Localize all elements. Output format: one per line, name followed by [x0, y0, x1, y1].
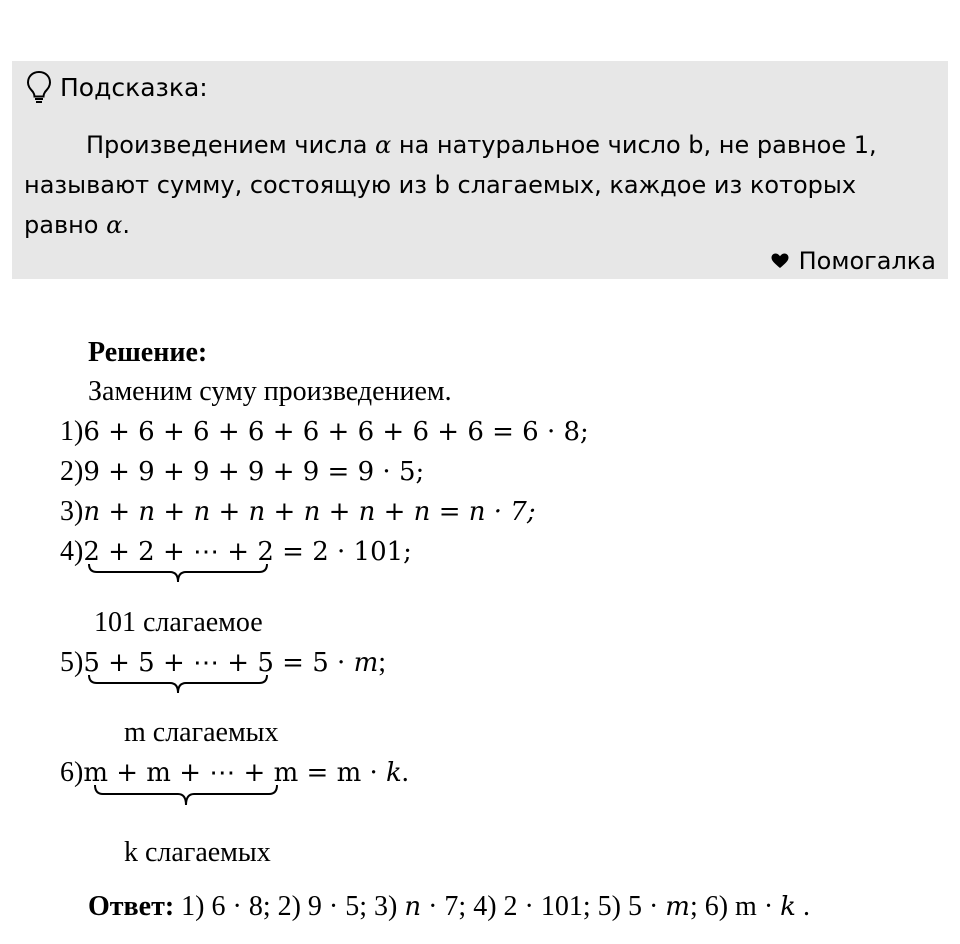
alpha-symbol: α — [106, 211, 123, 239]
answer-label: Ответ: — [88, 891, 175, 922]
equation-2: 2)9 + 9 + 9 + 9 + 9 = 9 · 5; — [60, 456, 425, 487]
credit-label: Помогалка — [798, 247, 936, 275]
equation-1: 1)6 + 6 + 6 + 6 + 6 + 6 + 6 + 6 = 6 · 8; — [60, 416, 589, 447]
alpha-symbol: α — [375, 131, 392, 159]
equation-6: 6)m + m + ⋯ + m = m · k. — [60, 757, 409, 788]
hint-text: Произведением числа α на натуральное число b, не равное 1, называют сумму, состоящую из b слагаемых, каждое из которых равно α. — [24, 131, 877, 239]
equation-5: 5)5 + 5 + ⋯ + 5 = 5 · m; — [60, 647, 386, 678]
hint-title: Подсказка: — [60, 72, 208, 102]
brace-label-4: 101 слагаемое — [94, 607, 263, 638]
solution-heading: Решение: — [88, 337, 208, 368]
equation-3: 3)n + n + n + n + n + n + n = n · 7; — [60, 496, 536, 527]
underbrace-5 — [88, 673, 268, 697]
answer: Ответ: 1) 6 · 8; 2) 9 · 5; 3) n · 7; 4) 2 · 101; 5) 5 · m; 6) m · k . — [88, 891, 810, 922]
brace-label-6: k слагаемых — [124, 837, 271, 868]
solution-intro: Заменим суму произведением. — [88, 376, 452, 407]
brace-label-5: m слагаемых — [124, 717, 279, 748]
underbrace-6 — [94, 783, 278, 809]
underbrace-4 — [88, 562, 268, 586]
equation-4: 4)2 + 2 + ⋯ + 2 = 2 · 101; — [60, 536, 412, 567]
